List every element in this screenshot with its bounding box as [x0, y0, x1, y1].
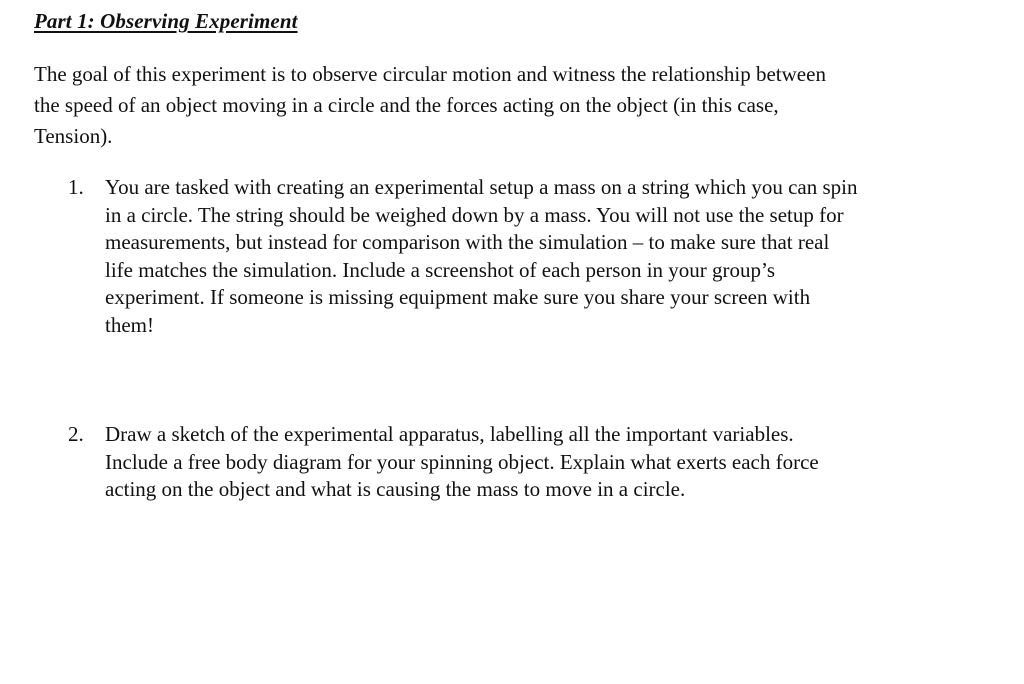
list-item-line: them!: [105, 312, 154, 337]
list-item-text: [105, 421, 1005, 504]
list-item-line: experiment. If someone is missing equipment make sure you share your screen with: [105, 285, 811, 309]
intro-line: Tension).: [34, 124, 113, 148]
list-item-number: 2.: [68, 422, 84, 446]
intro-line: the speed of an object moving in a circle and the forces acting on the object (in this case,: [34, 93, 779, 117]
list-item-line: acting on the object and what is causing the mass to move in a circle.: [105, 477, 686, 501]
intro-paragraph: [34, 59, 994, 152]
list-item-text: [105, 174, 1005, 339]
list-item-line: measurements, but instead for comparison with the simulation – to make sure that real: [105, 230, 830, 254]
list-item-number: 1.: [68, 175, 84, 199]
list-item-line: Include a free body diagram for your spinning object. Explain what exerts each force: [105, 449, 819, 474]
intro-line: The goal of this experiment is to observe circular motion and witness the relationship between: [34, 62, 826, 86]
section-heading: Part 1: Observing Experiment: [34, 9, 298, 33]
list-item-line: Draw a sketch of the experimental apparatus, labelling all the important variables.: [105, 422, 794, 446]
list-item-line: life matches the simulation. Include a screenshot of each person in your group’s: [105, 257, 776, 282]
list-item-line: in a circle. The string should be weighed down by a mass. You will not use the setup for: [105, 202, 844, 227]
list-item-line: You are tasked with creating an experimental setup a mass on a string which you can spin: [105, 175, 858, 199]
